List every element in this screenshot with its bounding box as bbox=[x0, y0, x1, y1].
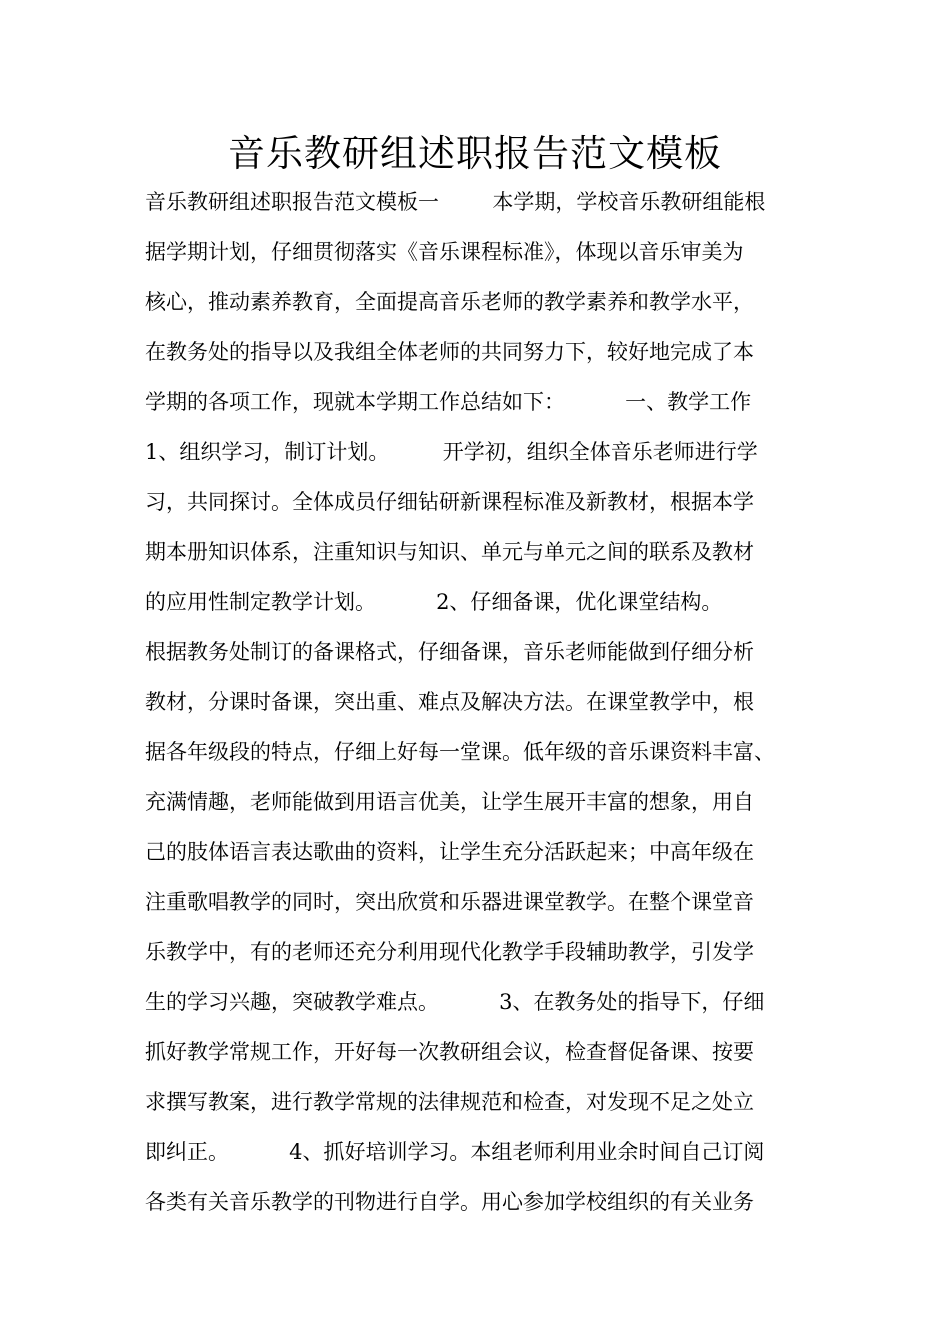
body-line: 根据教务处制订的备课格式，仔细备课，音乐老师能做到仔细分析 bbox=[145, 640, 754, 664]
body-line: 核心，推动素养教育，全面提高音乐老师的教学素养和教学水平， bbox=[145, 290, 754, 314]
body-line: 教材，分课时备课，突出重、难点及解决方法。在课堂教学中，根 bbox=[145, 690, 754, 714]
body-line: 抓好教学常规工作，开好每一次教研组会议，检查督促备课、按要 bbox=[145, 1040, 754, 1064]
document-title: 音乐教研组述职报告范文模板 bbox=[228, 132, 722, 175]
body-line: 据各年级段的特点，仔细上好每一堂课。低年级的音乐课资料丰富、 bbox=[145, 740, 775, 764]
body-line: 即纠正。 4、抓好培训学习。本组老师利用业余时间自己订阅 bbox=[145, 1140, 765, 1164]
body-line: 生的学习兴趣，突破教学难点。 3、在教务处的指导下，仔细 bbox=[145, 990, 765, 1014]
body-line: 己的肢体语言表达歌曲的资料，让学生充分活跃起来；中高年级在 bbox=[145, 840, 754, 864]
body-line: 充满情趣，老师能做到用语言优美，让学生展开丰富的想象，用自 bbox=[145, 790, 754, 814]
body-line: 音乐教研组述职报告范文模板一 本学期，学校音乐教研组能根 bbox=[145, 190, 766, 214]
body-line: 注重歌唱教学的同时，突出欣赏和乐器进课堂教学。在整个课堂音 bbox=[145, 890, 754, 914]
body-line: 学期的各项工作，现就本学期工作总结如下： 一、教学工作 bbox=[145, 390, 752, 414]
body-line: 各类有关音乐教学的刊物进行自学。用心参加学校组织的有关业务 bbox=[145, 1190, 754, 1214]
body-line: 期本册知识体系，注重知识与知识、单元与单元之间的联系及教材 bbox=[145, 540, 754, 564]
document-body bbox=[145, 177, 825, 1227]
body-line: 据学期计划，仔细贯彻落实《音乐课程标准》，体现以音乐审美为 bbox=[145, 240, 744, 264]
body-line: 求撰写教案，进行教学常规的法律规范和检查，对发现不足之处立 bbox=[145, 1090, 754, 1114]
body-line: 习，共同探讨。全体成员仔细钻研新课程标准及新教材，根据本学 bbox=[145, 490, 754, 514]
body-line: 乐教学中，有的老师还充分利用现代化教学手段辅助教学，引发学 bbox=[145, 940, 754, 964]
body-line: 1、组织学习，制订计划。 开学初，组织全体音乐老师进行学 bbox=[145, 440, 758, 464]
body-line: 在教务处的指导以及我组全体老师的共同努力下，较好地完成了本 bbox=[145, 340, 754, 364]
body-line: 的应用性制定教学计划。 2、仔细备课，优化课堂结构。 bbox=[145, 590, 723, 614]
